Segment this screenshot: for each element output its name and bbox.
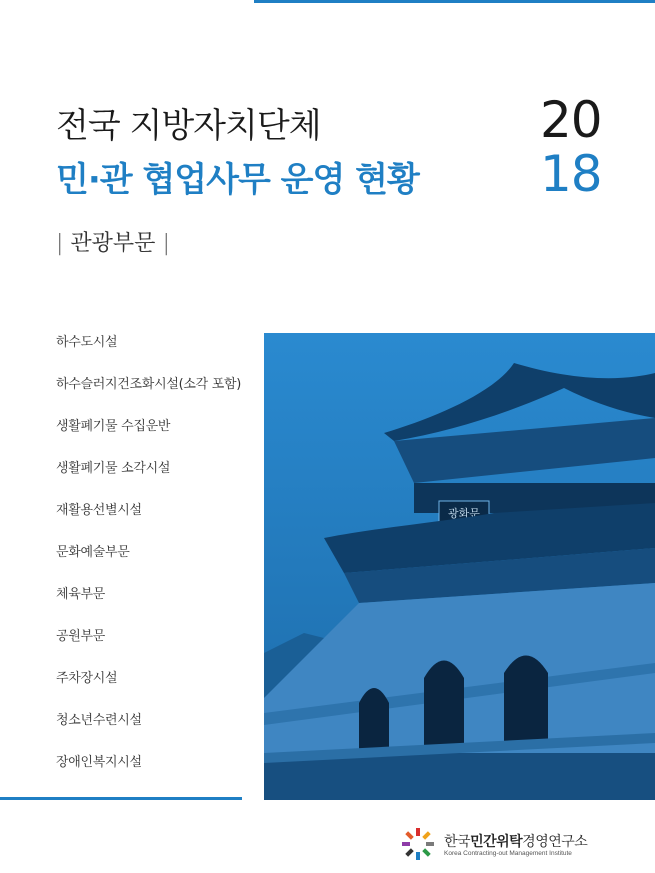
year-bottom: 18 xyxy=(540,145,602,203)
contents-item: 공원부문 xyxy=(56,629,106,644)
contents-item: 체육부문 xyxy=(56,587,106,602)
year-top: 20 xyxy=(540,91,602,149)
section-bar-left: | xyxy=(56,231,64,256)
section-label xyxy=(56,226,170,257)
contents-list xyxy=(56,334,241,796)
org-name-english: Korea Contracting-out Management Institute xyxy=(444,850,572,857)
title-line-1: 전국 지방자치단체 xyxy=(56,106,321,146)
section-label-text: 관광부문 xyxy=(70,231,156,256)
contents-item: 생활폐기물 소각시설 xyxy=(56,461,171,476)
contents-item: 생활폐기물 수집운반 xyxy=(56,419,171,434)
contents-item: 청소년수련시설 xyxy=(56,713,142,728)
signboard-text: 광화문 xyxy=(448,507,480,520)
bottom-accent-rule xyxy=(0,797,242,800)
title-line-2: 민·관 협업사무 운영 현황 xyxy=(56,160,419,200)
contents-item: 장애인복지시설 xyxy=(56,755,142,770)
org-name-part2: 경영연구소 xyxy=(522,834,588,850)
contents-item: 문화예술부문 xyxy=(56,545,130,560)
contents-item: 재활용선별시설 xyxy=(56,503,142,518)
section-bar-right: | xyxy=(162,231,170,256)
contents-item: 하수슬러지건조화시설(소각 포함) xyxy=(56,377,241,392)
org-name-korean xyxy=(444,831,587,851)
org-logo-icon xyxy=(400,826,436,862)
contents-item: 하수도시설 xyxy=(56,335,118,350)
palace-gate-image xyxy=(264,333,655,800)
org-name-bold: 민간위탁 xyxy=(470,834,523,850)
org-name-part1: 한국 xyxy=(444,834,471,850)
top-accent-rule xyxy=(254,0,655,3)
contents-item: 주차장시설 xyxy=(56,671,118,686)
